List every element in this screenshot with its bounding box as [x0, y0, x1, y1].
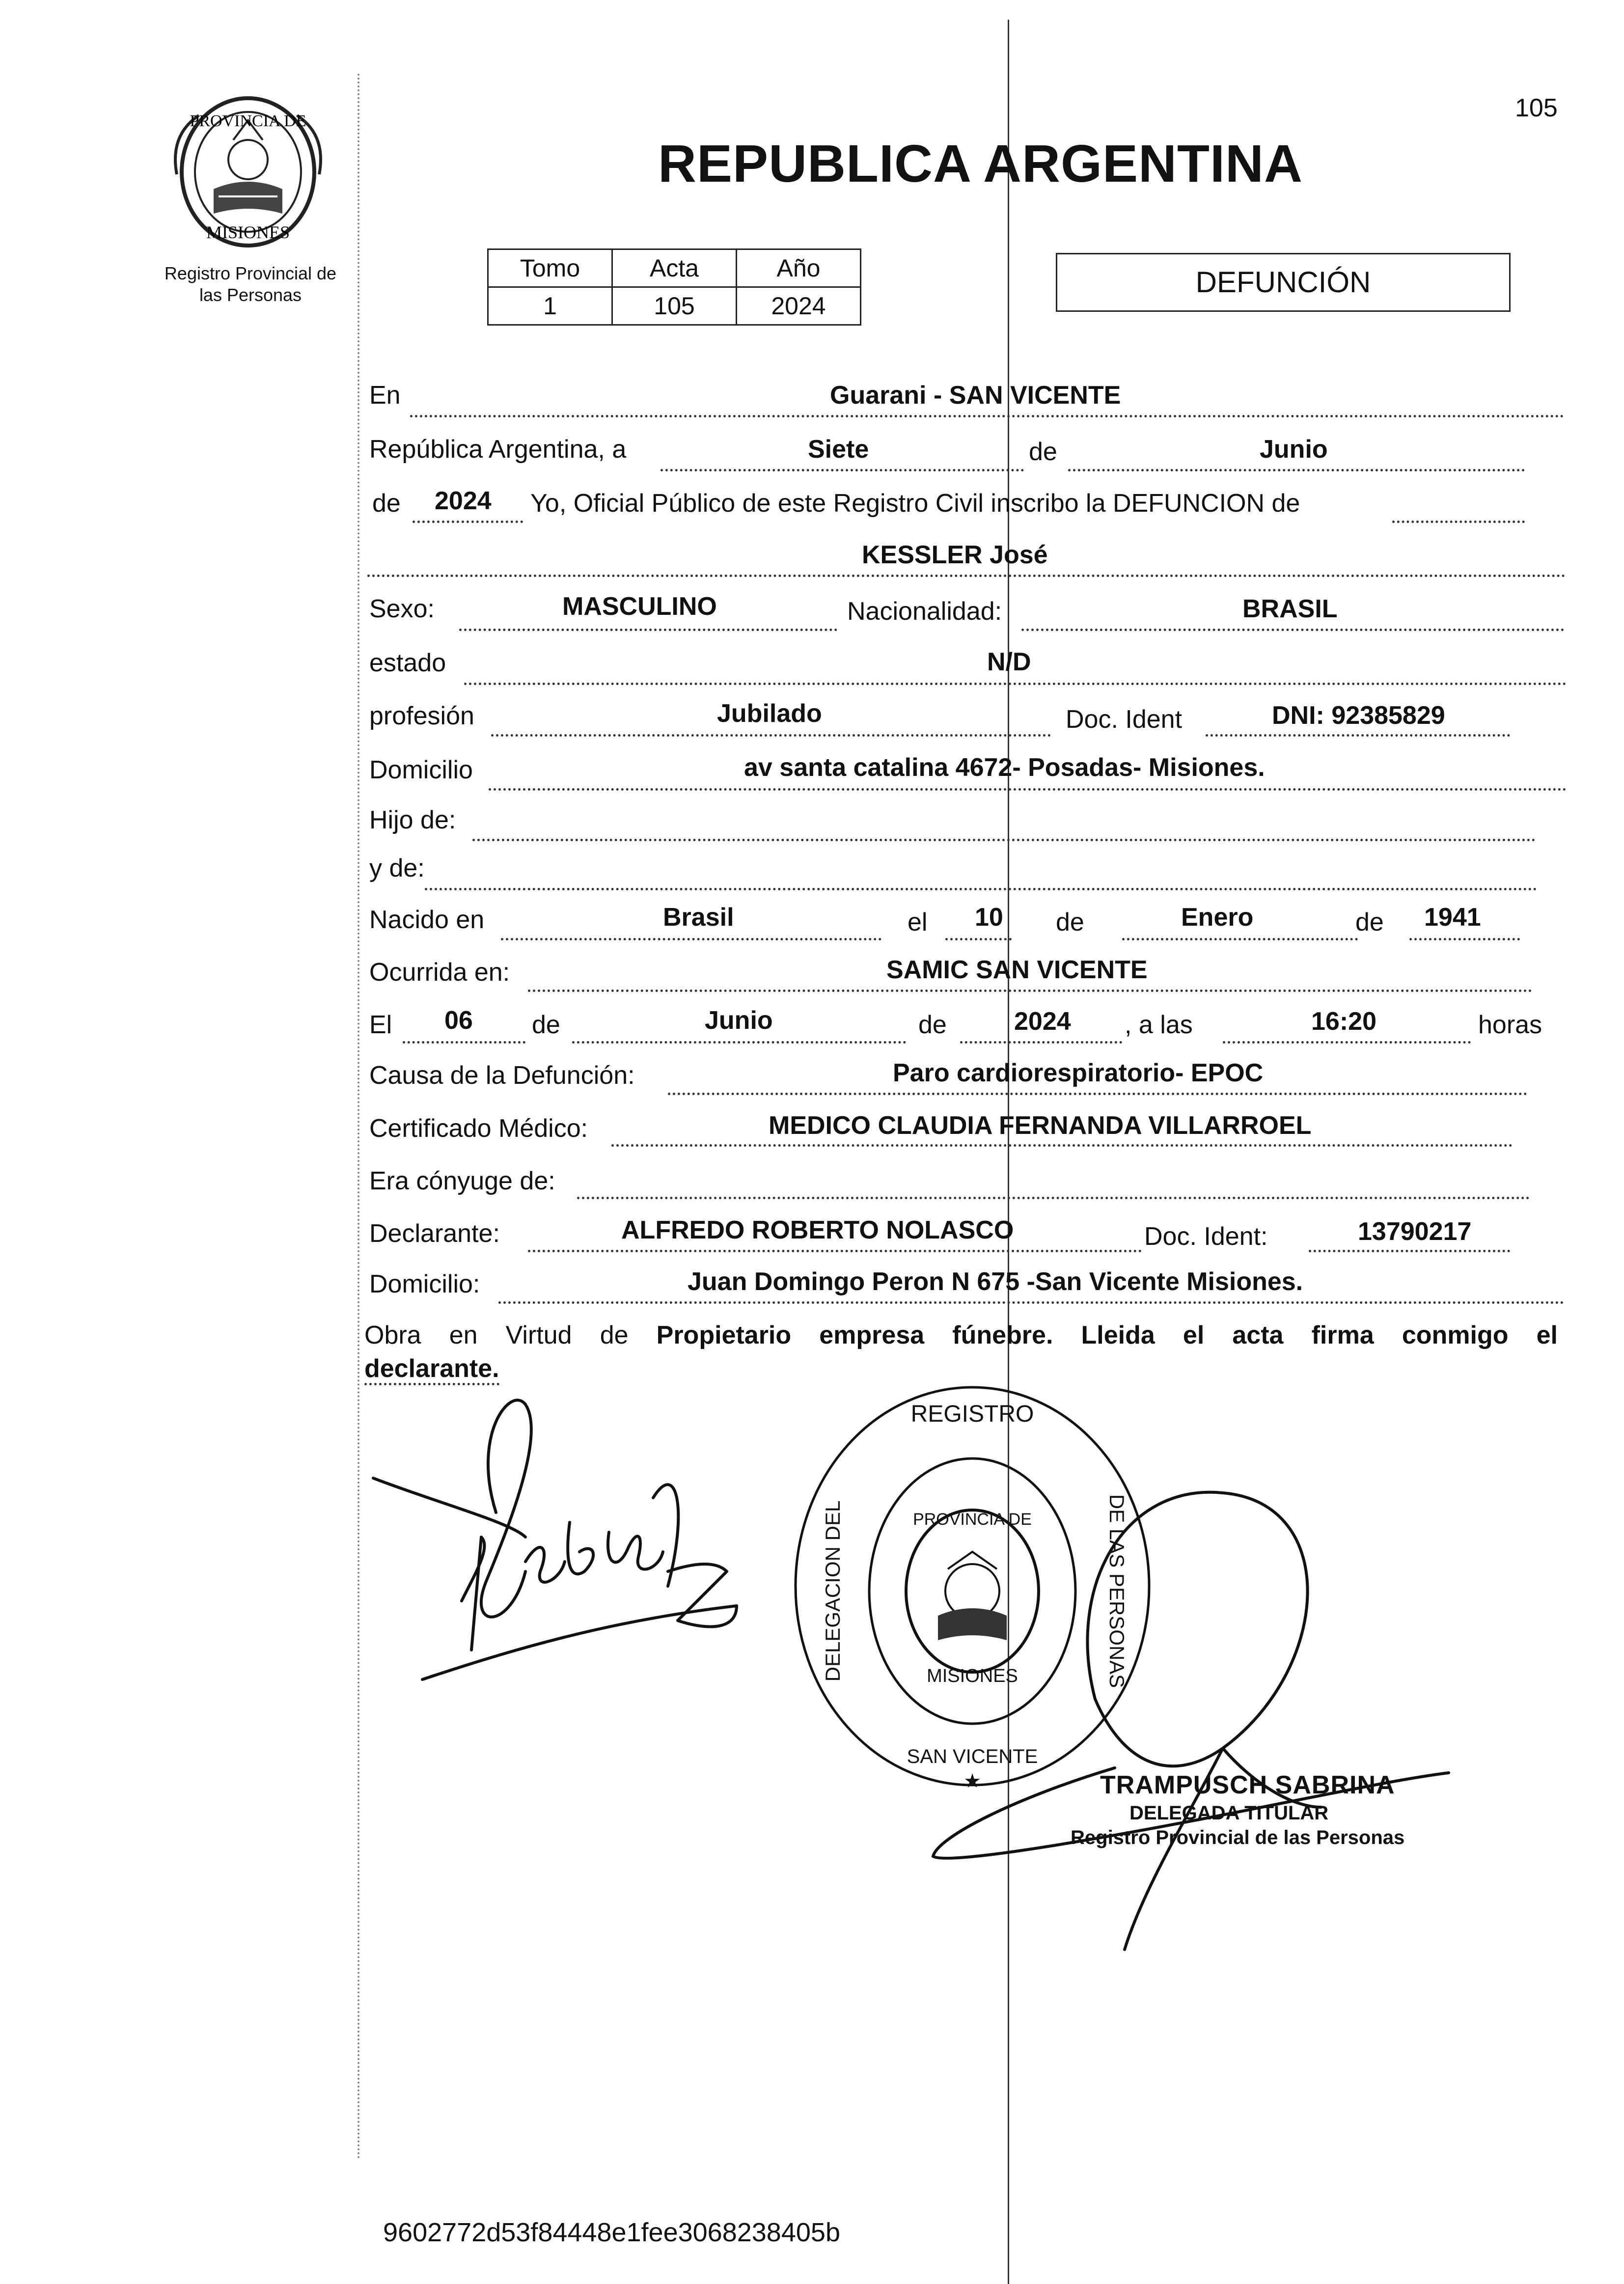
table-value-anio: 2024: [737, 287, 861, 325]
de-label: de: [1056, 908, 1084, 936]
dotted-line: [472, 839, 1536, 841]
record-table: [487, 248, 861, 326]
dotted-line: [1309, 1250, 1510, 1252]
dotted-line: [403, 1041, 525, 1044]
de-label: de: [918, 1011, 947, 1039]
declarante-label: Declarante:: [369, 1219, 500, 1248]
dotted-line: [464, 683, 1567, 685]
table-value-acta: 105: [612, 287, 737, 325]
obra-line-1: [364, 1319, 1558, 1352]
day-words: Siete: [808, 435, 869, 464]
ocurrida-value: SAMIC SAN VICENTE: [886, 956, 1148, 984]
death-day: 06: [444, 1006, 473, 1035]
dotted-line: [491, 734, 1051, 737]
obra-bold-word: el: [1183, 1321, 1205, 1349]
conyuge-label: Era cónyuge de:: [369, 1167, 555, 1195]
birth-month: Enero: [1181, 903, 1254, 932]
nacido-label: Nacido en: [369, 906, 485, 934]
obra-word: en: [449, 1321, 478, 1349]
yde-label: y de:: [369, 854, 425, 882]
obra-word: Obra: [364, 1321, 421, 1349]
death-year: 2024: [1014, 1007, 1071, 1036]
profesion-label: profesión: [369, 702, 474, 730]
death-time: 16:20: [1311, 1007, 1376, 1036]
obra-bold-word: Propietario: [656, 1321, 792, 1349]
dotted-line: [577, 1197, 1530, 1199]
horas-label: horas: [1478, 1011, 1542, 1039]
dotted-line: [1392, 521, 1525, 523]
dotted-line: [459, 629, 837, 631]
document-hash: 9602772d53f84448e1fee3068238405b: [383, 2218, 840, 2247]
dotted-line: [425, 888, 1537, 890]
domicilio2-label: Domicilio:: [369, 1270, 480, 1298]
death-month: Junio: [705, 1006, 773, 1035]
left-margin-line: [358, 74, 359, 2161]
doc-ident-label: Doc. Ident: [1066, 705, 1183, 734]
obra-word: de: [600, 1321, 629, 1349]
causa-label: Causa de la Defunción:: [369, 1061, 635, 1090]
domicilio-label: Domicilio: [369, 756, 473, 784]
hijo-label: Hijo de:: [369, 806, 456, 834]
stamp-star-icon: ★: [963, 1770, 981, 1792]
obra-word: Virtud: [505, 1321, 572, 1349]
stamp-text-top: REGISTRO: [910, 1401, 1034, 1427]
table-value-tomo: 1: [488, 287, 612, 325]
el-label: El: [369, 1011, 392, 1039]
obra-bold-word: Lleida: [1081, 1321, 1155, 1349]
table-header-acta: Acta: [612, 249, 737, 287]
stamp-inner-top: PROVINCIA DE: [913, 1510, 1032, 1529]
official-office: Registro Provincial de las Personas: [1071, 1827, 1405, 1848]
dotted-line: [528, 990, 1532, 992]
republica-label: República Argentina, a: [369, 435, 627, 464]
obra-bold-word: conmigo: [1402, 1321, 1509, 1349]
dotted-line: [1206, 734, 1510, 737]
alas-label: , a las: [1125, 1011, 1193, 1039]
dotted-line: [489, 788, 1567, 791]
de-label: de: [372, 489, 401, 518]
de-label: de: [1355, 908, 1384, 936]
en-value: Guarani - SAN VICENTE: [830, 381, 1121, 410]
obra-line-2-text: declarante.: [364, 1354, 499, 1385]
dotted-line: [498, 1301, 1564, 1304]
stamp-text-bottom: SAN VICENTE: [907, 1746, 1038, 1767]
dotted-line: [1068, 469, 1525, 471]
table-header-anio: Año: [737, 249, 861, 287]
inscription-text: Yo, Oficial Público de este Registro Civil inscribo la DEFUNCION de: [530, 489, 1300, 518]
domicilio-value: av santa catalina 4672- Posadas- Misiones.: [744, 753, 1265, 782]
birth-year: 1941: [1424, 903, 1481, 932]
de-label: de: [532, 1011, 560, 1039]
stamp-inner-bottom: MISIONES: [927, 1666, 1018, 1686]
dotted-line: [501, 938, 881, 940]
dotted-line: [661, 469, 1024, 471]
registry-caption-line1: Registro Provincial de: [164, 263, 337, 283]
dotted-line: [413, 521, 523, 523]
doc-ident-value: DNI: 92385829: [1272, 701, 1445, 730]
official-signature: [918, 1463, 1478, 1974]
doc-ident2-value: 13790217: [1358, 1217, 1472, 1246]
birth-day: 10: [975, 903, 1003, 932]
page-title: REPUBLICA ARGENTINA: [658, 134, 1303, 193]
estado-value: N/D: [987, 648, 1031, 676]
dotted-line: [960, 1041, 1122, 1044]
seal-text-top: PROVINCIA DE: [190, 112, 306, 130]
dotted-line: [1223, 1041, 1471, 1044]
record-table-header-row: [488, 249, 861, 287]
obra-bold-word: el: [1536, 1321, 1558, 1349]
declarant-signature: [363, 1375, 805, 1758]
month-value: Junio: [1260, 435, 1328, 464]
record-type-box: DEFUNCIÓN: [1056, 253, 1511, 312]
domicilio2-value: Juan Domingo Peron N 675 -San Vicente Misiones.: [688, 1267, 1303, 1296]
page-number: 105: [1515, 94, 1558, 122]
nacido-value: Brasil: [663, 903, 734, 932]
table-header-tomo: Tomo: [488, 249, 612, 287]
profesion-value: Jubilado: [717, 699, 822, 728]
sexo-label: Sexo:: [369, 595, 435, 623]
dotted-line: [572, 1041, 906, 1044]
registry-caption: [142, 263, 358, 306]
obra-bold-word: fúnebre.: [952, 1321, 1053, 1349]
stamp-text-right: DE LAS PERSONAS: [1105, 1494, 1129, 1688]
seal-text-bottom: MISIONES: [206, 222, 290, 242]
nacionalidad-value: BRASIL: [1242, 595, 1338, 623]
doc-ident2-label: Doc. Ident:: [1144, 1222, 1268, 1251]
official-name: TRAMPUSCH SABRINA: [1100, 1771, 1395, 1799]
dotted-line: [1122, 938, 1358, 940]
obra-bold-word: firma: [1311, 1321, 1374, 1349]
declarante-value: ALFREDO ROBERTO NOLASCO: [621, 1216, 1014, 1244]
estado-label: estado: [369, 649, 446, 677]
obra-bold-word: empresa: [819, 1321, 925, 1349]
province-seal-icon: [160, 91, 336, 253]
dotted-line: [1021, 629, 1564, 631]
dotted-line: [1409, 938, 1520, 940]
de-label: de: [1029, 438, 1057, 466]
causa-value: Paro cardiorespiratorio- EPOC: [893, 1059, 1264, 1087]
dotted-line: [945, 938, 1012, 940]
certificado-value: MEDICO CLAUDIA FERNANDA VILLARROEL: [769, 1111, 1312, 1140]
stamp-text-left: DELEGACION DEL: [821, 1500, 844, 1682]
nacionalidad-label: Nacionalidad:: [847, 597, 1002, 626]
official-role: DELEGADA TITULAR: [1129, 1802, 1329, 1824]
dotted-line: [668, 1093, 1527, 1095]
dotted-line: [410, 415, 1564, 417]
ocurrida-label: Ocurrida en:: [369, 958, 510, 987]
dotted-line: [528, 1250, 1142, 1252]
deceased-name: KESSLER José: [862, 541, 1048, 569]
year-value: 2024: [435, 487, 492, 515]
el-label: el: [908, 908, 928, 936]
dotted-line: [367, 575, 1566, 577]
registry-caption-line2: las Personas: [199, 285, 302, 305]
certificado-label: Certificado Médico:: [369, 1114, 588, 1143]
sexo-value: MASCULINO: [562, 592, 717, 621]
obra-bold-word: acta: [1232, 1321, 1284, 1349]
dotted-line: [611, 1144, 1513, 1147]
en-label: En: [369, 381, 401, 410]
record-table-value-row: [488, 287, 861, 325]
